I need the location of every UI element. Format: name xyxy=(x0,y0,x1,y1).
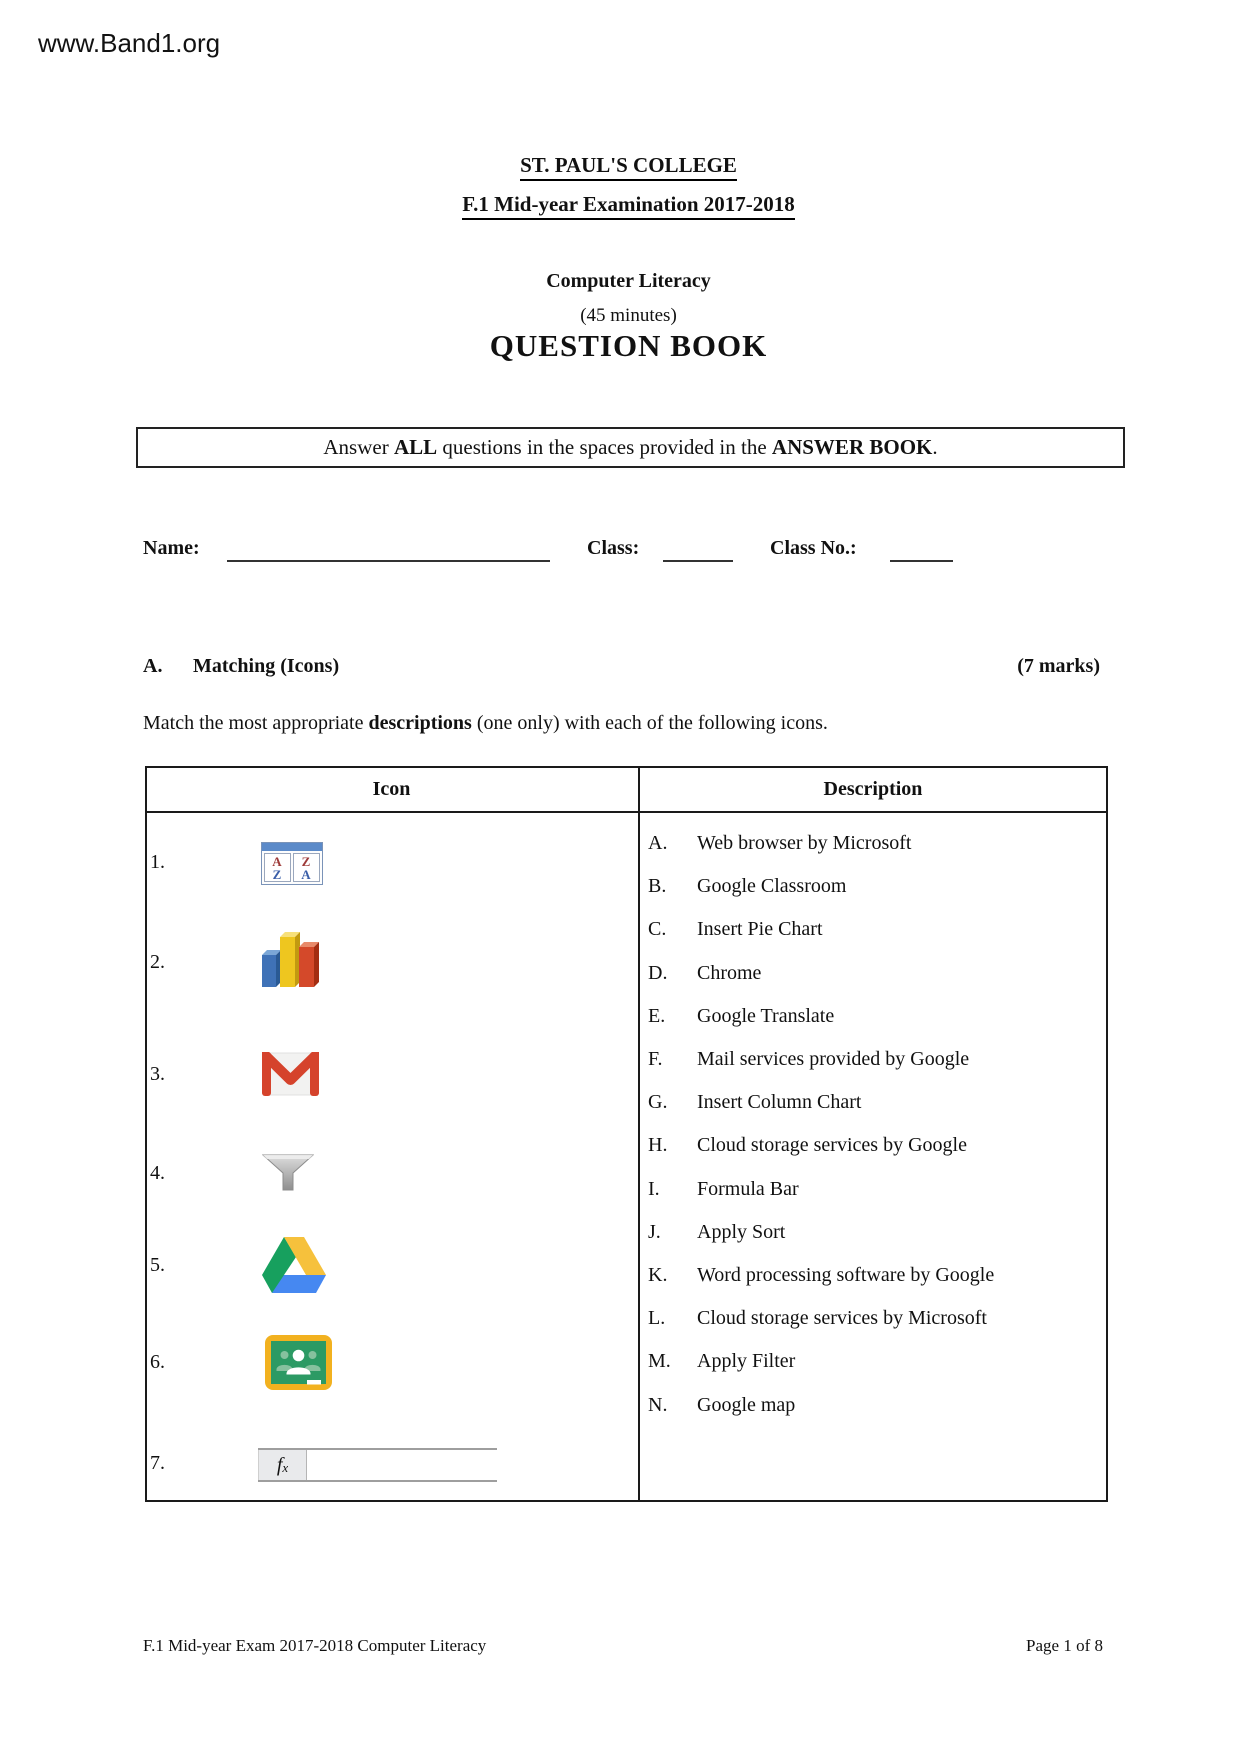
description-list xyxy=(648,822,1100,1427)
row-number: 6. xyxy=(150,1351,165,1373)
notice-box xyxy=(136,427,1125,468)
description-item: M. Apply Filter xyxy=(648,1350,796,1373)
class-blank xyxy=(663,534,733,562)
description-item: G. Insert Column Chart xyxy=(648,1091,862,1114)
description-item: I. Formula Bar xyxy=(648,1177,799,1200)
description-item: N. Google map xyxy=(648,1393,796,1416)
svg-text:Z: Z xyxy=(301,854,311,869)
description-item: D. Chrome xyxy=(648,961,762,984)
section-a-label: A. xyxy=(143,655,163,677)
section-a-instruction: Match the most appropriate descriptions (one only) with each of the following icons. xyxy=(143,712,828,734)
gmail-icon xyxy=(262,1052,319,1096)
description-item: C. Insert Pie Chart xyxy=(648,918,823,941)
google-drive-icon xyxy=(262,1237,326,1293)
fx-button: f x xyxy=(258,1450,307,1480)
site-watermark: www.Band1.org xyxy=(38,28,221,58)
section-a-marks: (7 marks) xyxy=(1017,655,1100,677)
school-name: ST. PAUL'S COLLEGE xyxy=(136,153,1121,181)
description-item: F. Mail services provided by Google xyxy=(648,1048,970,1071)
column-chart-icon xyxy=(262,929,320,991)
class-no-label: Class No.: xyxy=(770,537,857,559)
svg-text:A: A xyxy=(301,867,311,882)
filter-funnel-icon xyxy=(262,1152,314,1193)
class-no-blank xyxy=(890,534,953,562)
section-a-title: Matching (Icons) xyxy=(193,655,340,677)
description-column-header: Description xyxy=(823,778,923,800)
google-classroom-icon xyxy=(265,1335,332,1390)
name-label: Name: xyxy=(143,537,200,559)
footer-left: F.1 Mid-year Exam 2017-2018 Computer Literacy xyxy=(143,1636,487,1655)
name-blank xyxy=(227,534,550,562)
row-number: 3. xyxy=(150,1063,165,1085)
excel-sort-dialog-icon xyxy=(261,842,323,885)
description-item: E. Google Translate xyxy=(648,1004,835,1027)
row-number: 7. xyxy=(150,1452,165,1474)
description-item: K. Word processing software by Google xyxy=(648,1263,995,1286)
table-header-rule xyxy=(145,811,1108,813)
row-number: 4. xyxy=(150,1162,165,1184)
svg-text:Z: Z xyxy=(272,867,282,882)
description-item: J. Apply Sort xyxy=(648,1220,786,1243)
exam-title: F.1 Mid-year Examination 2017-2018 xyxy=(136,192,1121,220)
formula-input-area xyxy=(307,1450,497,1480)
footer-page-number: Page 1 of 8 xyxy=(1026,1636,1103,1655)
row-number: 1. xyxy=(150,851,165,873)
book-title: QUESTION BOOK xyxy=(489,328,768,363)
description-item: A. Web browser by Microsoft xyxy=(648,832,912,855)
description-item: B. Google Classroom xyxy=(648,875,847,898)
class-label: Class: xyxy=(587,537,640,559)
description-item: H. Cloud storage services by Google xyxy=(648,1134,967,1157)
description-item: L. Cloud storage services by Microsoft xyxy=(648,1307,987,1330)
table-column-divider xyxy=(638,766,640,1502)
exam-duration: (45 minutes) xyxy=(580,305,677,326)
formula-bar-icon xyxy=(258,1448,497,1482)
icon-column-header: Icon xyxy=(372,778,411,800)
row-number: 5. xyxy=(150,1254,165,1276)
row-number: 2. xyxy=(150,951,165,973)
notice-text: Answer ALL questions in the spaces provided in the ANSWER BOOK. xyxy=(323,435,938,459)
svg-text:A: A xyxy=(272,854,282,869)
subject-title: Computer Literacy xyxy=(546,270,711,292)
